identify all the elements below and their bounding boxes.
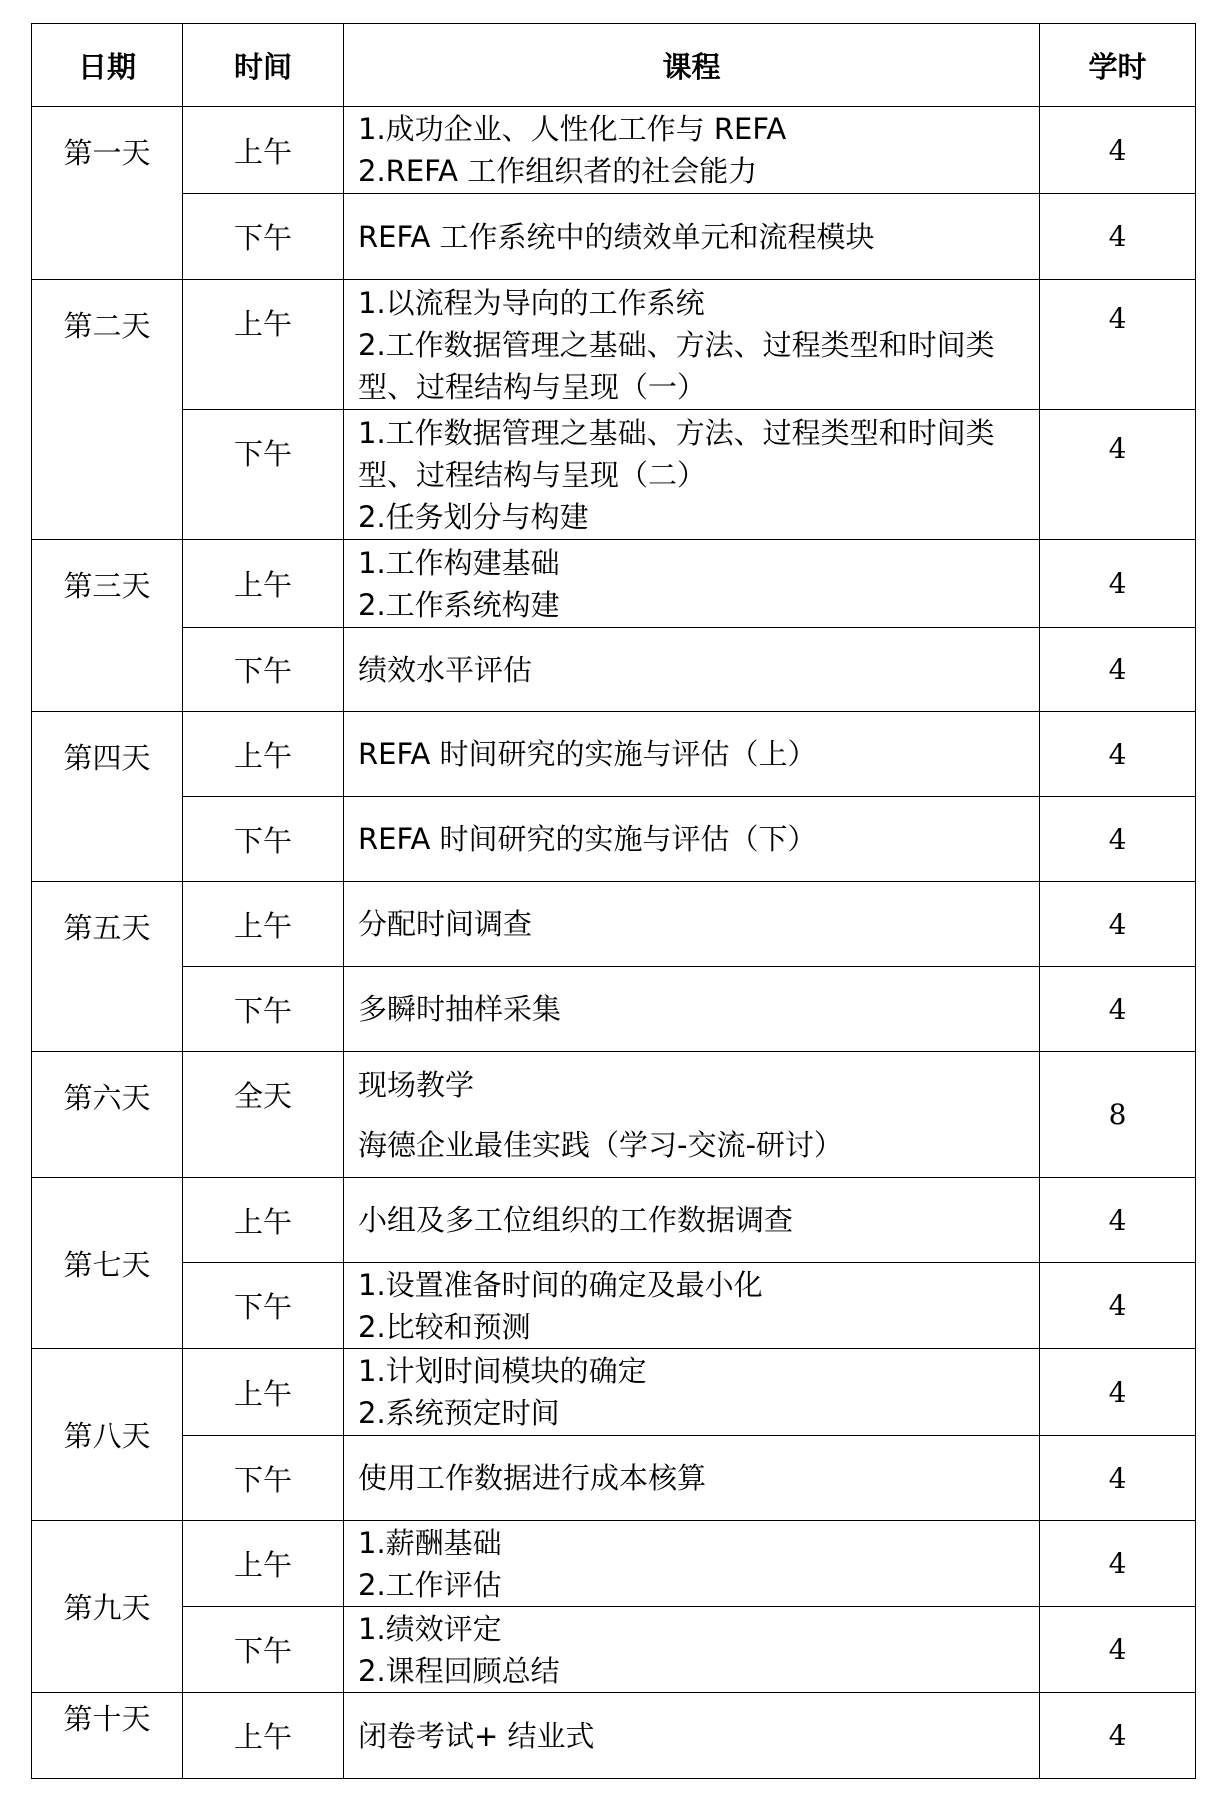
hours-cell: 4 (1040, 712, 1196, 797)
time-cell: 上午 (183, 1521, 344, 1607)
course-cell (344, 967, 1040, 1052)
hours-value: 4 (1108, 302, 1127, 335)
table-row (32, 1693, 1196, 1779)
hours-cell (1040, 280, 1196, 410)
table-row (32, 628, 1196, 712)
day-label: 第八天 (63, 1419, 151, 1453)
course-cell (344, 1693, 1040, 1779)
table-row (32, 1052, 1196, 1178)
course-line: 2.工作系统构建 (358, 587, 560, 622)
day-cell (32, 1349, 183, 1521)
table-row (32, 1607, 1196, 1693)
course-cell (344, 882, 1040, 967)
course-cell (344, 107, 1040, 194)
course-line: 1.绩效评定 (358, 1611, 502, 1646)
hours-cell (1040, 410, 1196, 540)
day-label: 第十天 (63, 1702, 151, 1736)
table-row (32, 797, 1196, 882)
table-row (32, 194, 1196, 280)
time-cell: 下午 (183, 628, 344, 712)
header-date: 日期 (32, 24, 183, 107)
hours-value: 4 (1108, 432, 1127, 465)
course-cell (344, 194, 1040, 280)
time-cell (183, 280, 344, 410)
time-cell: 下午 (183, 1607, 344, 1693)
time-cell: 上午 (183, 107, 344, 194)
day-cell (32, 1178, 183, 1349)
day-cell (32, 107, 183, 280)
course-line: 2.比较和预测 (358, 1309, 531, 1344)
course-line: 1.薪酬基础 (358, 1525, 502, 1560)
course-cell (344, 1521, 1040, 1607)
hours-cell: 4 (1040, 540, 1196, 628)
course-line: 1.计划时间模块的确定 (358, 1354, 647, 1388)
table-row (32, 712, 1196, 797)
hours-cell: 4 (1040, 797, 1196, 882)
course-line: 2.REFA 工作组织者的社会能力 (358, 154, 758, 188)
course-line: REFA 工作系统中的绩效单元和流程模块 (358, 219, 875, 254)
hours-cell: 4 (1040, 1349, 1196, 1436)
day-label: 第四天 (63, 741, 151, 775)
day-label: 第二天 (63, 309, 151, 343)
time-cell: 上午 (183, 1693, 344, 1779)
time-label: 上午 (233, 307, 292, 341)
day-cell (32, 712, 183, 882)
course-cell (344, 1349, 1040, 1436)
table-row (32, 1521, 1196, 1607)
table-row (32, 107, 1196, 194)
header-hours: 学时 (1040, 24, 1196, 107)
time-label: 下午 (233, 437, 292, 471)
course-line: 现场教学 (358, 1067, 475, 1102)
hours-cell: 4 (1040, 1436, 1196, 1521)
course-line: 2.工作数据管理之基础、方法、过程类型和时间类型、过程结构与呈现（一） (358, 327, 995, 404)
hours-cell: 4 (1040, 107, 1196, 194)
time-cell: 下午 (183, 1263, 344, 1349)
day-cell (32, 1521, 183, 1693)
day-label: 第六天 (63, 1081, 151, 1115)
hours-cell: 4 (1040, 1178, 1196, 1263)
course-line: 小组及多工位组织的工作数据调查 (358, 1203, 794, 1237)
hours-cell: 4 (1040, 1521, 1196, 1607)
day-label: 第一天 (63, 136, 151, 170)
day-label: 第七天 (63, 1247, 151, 1282)
day-cell (32, 1693, 183, 1779)
course-cell (344, 280, 1040, 410)
time-cell (183, 1052, 344, 1178)
day-cell (32, 280, 183, 540)
day-label: 第三天 (63, 569, 151, 603)
course-cell (344, 712, 1040, 797)
hours-cell: 4 (1040, 1263, 1196, 1349)
day-cell (32, 882, 183, 1052)
header-time: 时间 (183, 24, 344, 107)
course-line: 1.成功企业、人性化工作与 REFA (358, 112, 787, 146)
course-line: 2.系统预定时间 (358, 1396, 560, 1430)
table-row (32, 967, 1196, 1052)
time-cell: 上午 (183, 1178, 344, 1263)
course-line: 1.以流程为导向的工作系统 (358, 285, 705, 320)
course-cell (344, 410, 1040, 540)
table-row (32, 1436, 1196, 1521)
time-cell: 上午 (183, 540, 344, 628)
course-cell (344, 540, 1040, 628)
course-cell (344, 628, 1040, 712)
day-cell (32, 1052, 183, 1178)
table-row (32, 410, 1196, 540)
header-row (32, 24, 1196, 107)
course-cell (344, 1607, 1040, 1693)
table-row (32, 540, 1196, 628)
course-line: 1.工作数据管理之基础、方法、过程类型和时间类型、过程结构与呈现（二） (358, 415, 995, 492)
table-row (32, 1178, 1196, 1263)
time-cell: 上午 (183, 1349, 344, 1436)
table-row (32, 280, 1196, 410)
course-line: 2.任务划分与构建 (358, 499, 589, 534)
day-label: 第九天 (63, 1591, 151, 1625)
course-cell (344, 1436, 1040, 1521)
course-cell (344, 797, 1040, 882)
hours-cell: 4 (1040, 628, 1196, 712)
time-cell: 下午 (183, 967, 344, 1052)
day-label: 第五天 (63, 911, 151, 945)
header-course: 课程 (344, 24, 1040, 107)
course-schedule-table (31, 23, 1196, 1779)
time-cell: 下午 (183, 194, 344, 280)
course-cell (344, 1052, 1040, 1178)
day-cell (32, 540, 183, 712)
time-cell: 上午 (183, 712, 344, 797)
course-cell (344, 1178, 1040, 1263)
course-line: 海德企业最佳实践（学习-交流-研讨） (358, 1127, 843, 1162)
course-line: 分配时间调查 (358, 907, 533, 941)
hours-cell: 4 (1040, 194, 1196, 280)
course-line: 1.设置准备时间的确定及最小化 (358, 1267, 763, 1302)
time-cell: 下午 (183, 797, 344, 882)
course-line: 闭卷考试+ 结业式 (358, 1718, 595, 1753)
time-cell (183, 410, 344, 540)
hours-cell: 4 (1040, 967, 1196, 1052)
course-cell (344, 1263, 1040, 1349)
table-row (32, 1263, 1196, 1349)
time-label: 全天 (233, 1079, 292, 1113)
course-line: 2.工作评估 (358, 1567, 502, 1602)
course-line: 多瞬时抽样采集 (358, 992, 562, 1026)
time-cell: 下午 (183, 1436, 344, 1521)
hours-cell: 4 (1040, 882, 1196, 967)
course-line: 1.工作构建基础 (358, 545, 560, 580)
course-line: 绩效水平评估 (358, 652, 533, 687)
hours-cell: 4 (1040, 1693, 1196, 1779)
hours-cell: 8 (1040, 1052, 1196, 1178)
course-line: 2.课程回顾总结 (358, 1653, 560, 1688)
table-row (32, 1349, 1196, 1436)
course-line: REFA 时间研究的实施与评估（下） (358, 822, 817, 856)
table-row (32, 882, 1196, 967)
course-line: 使用工作数据进行成本核算 (358, 1461, 707, 1495)
course-line: REFA 时间研究的实施与评估（上） (358, 737, 817, 771)
time-cell: 上午 (183, 882, 344, 967)
hours-cell: 4 (1040, 1607, 1196, 1693)
